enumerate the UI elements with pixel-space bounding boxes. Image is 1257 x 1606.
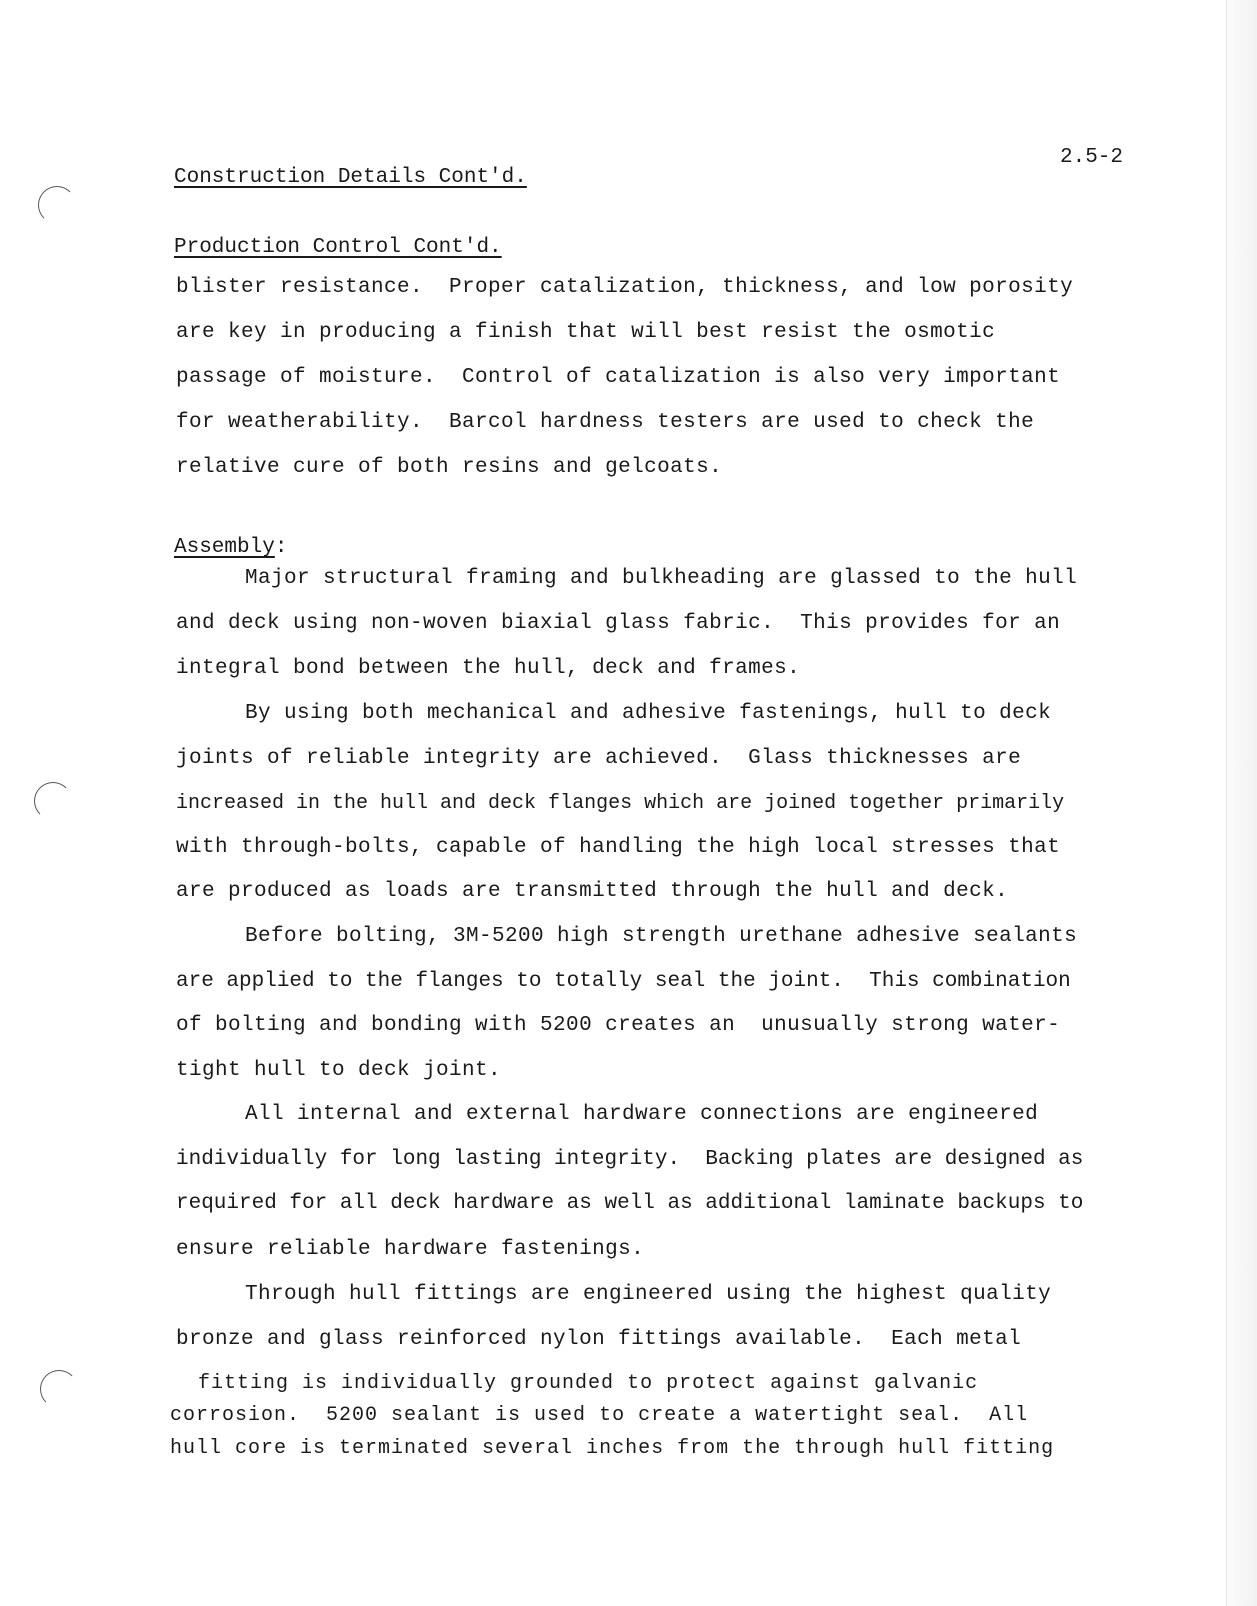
text-line: bronze and glass reinforced nylon fittings available. Each metal <box>176 1328 1022 1351</box>
section-heading: Construction Details Cont'd. <box>174 166 527 189</box>
text-line: Major structural framing and bulkheading are glassed to the hull <box>245 567 1078 590</box>
text-line: with through-bolts, capable of handling the high local stresses that <box>176 836 1061 859</box>
hole-punch-mark <box>38 186 76 224</box>
text-line: are key in producing a finish that will best resist the osmotic <box>176 321 996 344</box>
text-line: of bolting and bonding with 5200 creates an unusually strong water- <box>176 1014 1061 1037</box>
text-line: integral bond between the hull, deck and frames. <box>176 657 801 680</box>
text-line: Through hull fittings are engineered using the highest quality <box>245 1283 1052 1306</box>
text-line: relative cure of both resins and gelcoats. <box>176 456 723 479</box>
scan-edge <box>1226 0 1257 1606</box>
text-line: joints of reliable integrity are achieved. Glass thicknesses are <box>176 747 1022 770</box>
page-number: 2.5-2 <box>1060 146 1124 169</box>
text-line: hull core is terminated several inches from the through hull fitting <box>170 1437 1055 1460</box>
text-line: fitting is individually grounded to protect against galvanic <box>198 1372 979 1395</box>
text-line: Before bolting, 3M-5200 high strength urethane adhesive sealants <box>245 925 1078 948</box>
text-line: for weatherability. Barcol hardness testers are used to check the <box>176 411 1035 434</box>
assembly-heading <box>174 536 287 559</box>
text-line: are applied to the flanges to totally seal the joint. This combination <box>176 970 1071 993</box>
assembly-heading-colon: : <box>274 536 288 559</box>
text-line: ensure reliable hardware fastenings. <box>176 1238 645 1261</box>
text-line: increased in the hull and deck flanges which are joined together primarily <box>176 792 1065 815</box>
text-line: and deck using non-woven biaxial glass fabric. This provides for an <box>176 612 1061 635</box>
text-line: corrosion. 5200 sealant is used to create a watertight seal. All <box>170 1404 1029 1427</box>
text-line: individually for long lasting integrity. Backing plates are designed as <box>176 1148 1084 1171</box>
text-line: required for all deck hardware as well as additional laminate backups to <box>176 1192 1084 1215</box>
hole-punch-mark <box>34 782 72 820</box>
assembly-heading-text: Assembly <box>174 536 275 559</box>
text-line: are produced as loads are transmitted through the hull and deck. <box>176 880 1009 903</box>
text-line: blister resistance. Proper catalization, thickness, and low porosity <box>176 276 1074 299</box>
hole-punch-mark <box>40 1370 78 1408</box>
text-line: passage of moisture. Control of catalization is also very important <box>176 366 1061 389</box>
text-line: By using both mechanical and adhesive fastenings, hull to deck <box>245 702 1052 725</box>
text-line: All internal and external hardware connections are engineered <box>245 1103 1039 1126</box>
subsection-heading: Production Control Cont'd. <box>174 236 502 259</box>
text-line: tight hull to deck joint. <box>176 1059 502 1082</box>
